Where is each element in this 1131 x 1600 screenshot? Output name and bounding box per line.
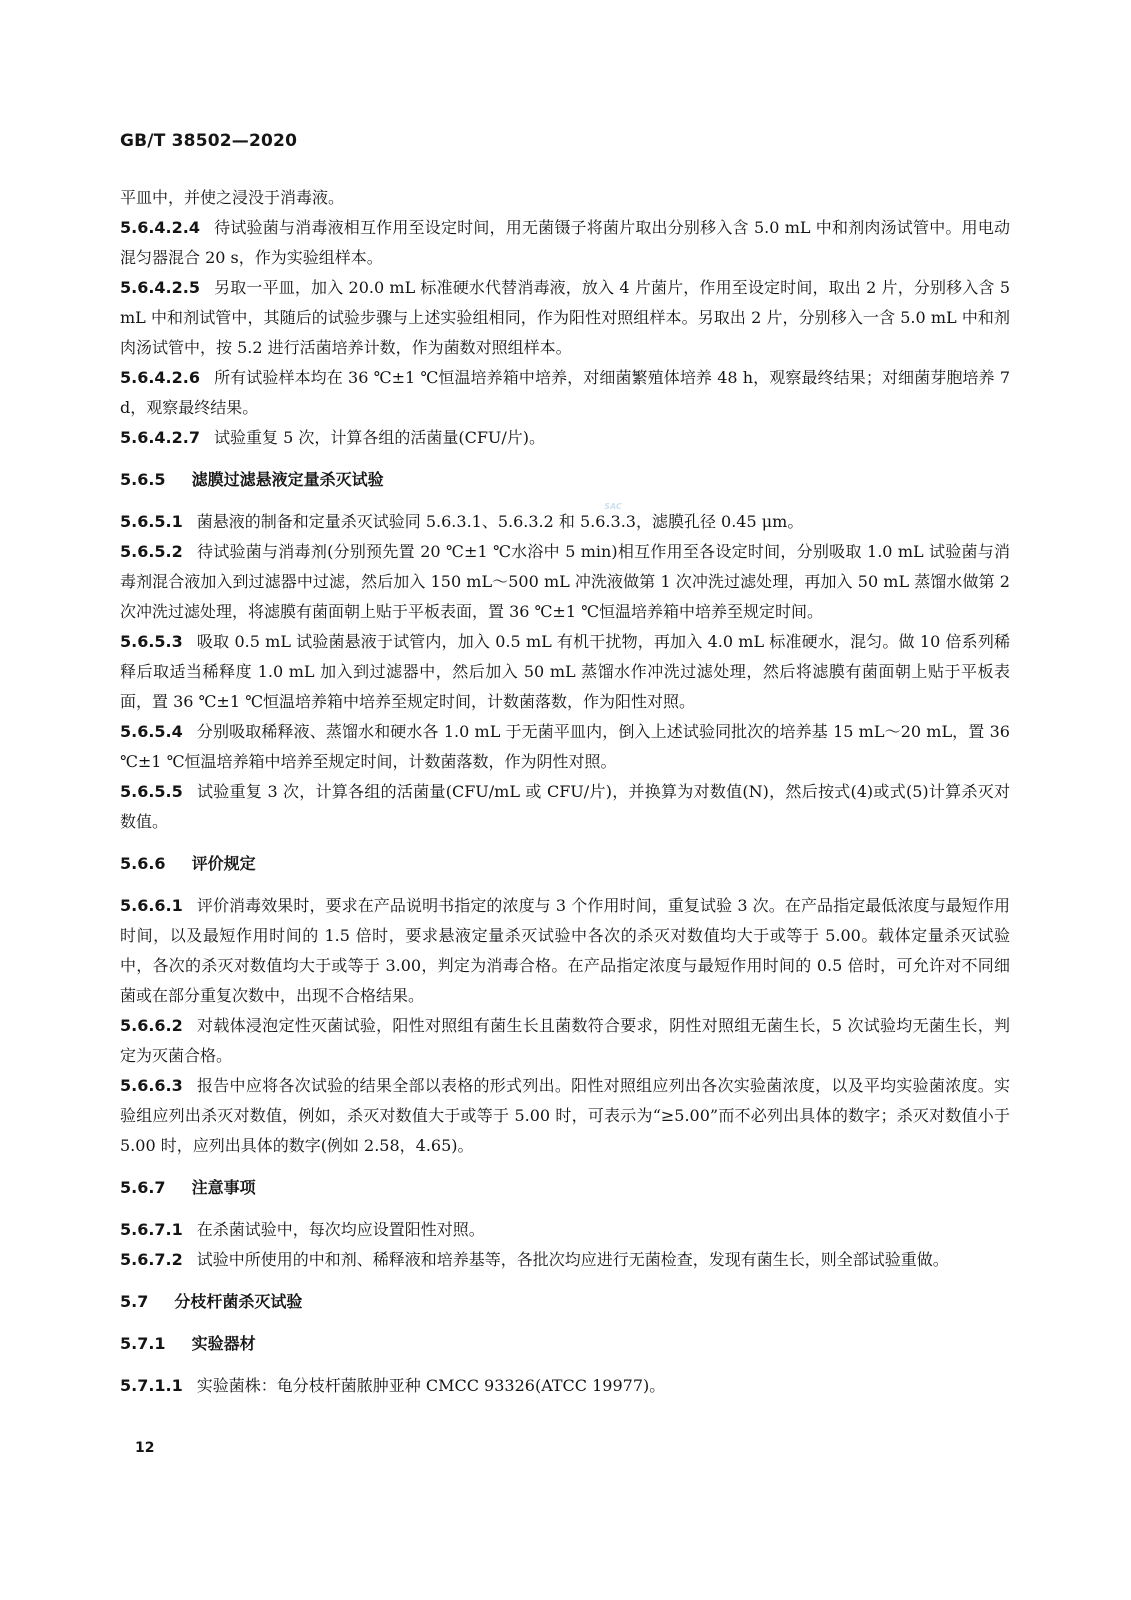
clause-number: 5.7.1.1 bbox=[120, 1376, 183, 1395]
clause-number: 5.6.7.2 bbox=[120, 1250, 183, 1269]
clause-number: 5.6.4.2.7 bbox=[120, 428, 200, 447]
clause-number: 5.6.4.2.4 bbox=[120, 218, 200, 237]
clause-5-6-5-4 bbox=[120, 717, 1010, 777]
clause-text: 对载体浸泡定性灭菌试验，阳性对照组有菌生长且菌数符合要求，阴性对照组无菌生长，5 次试验均无菌生长，判定为灭菌合格。 bbox=[120, 1016, 1010, 1065]
section-title: 实验器材 bbox=[191, 1334, 256, 1353]
clause-text: 评价消毒效果时，要求在产品说明书指定的浓度与 3 个作用时间，重复试验 3 次。在产品指定最低浓度与最短作用时间，以及最短作用时间的 1.5 倍时，要求悬液定量杀灭试验中各次的杀灭对数值均大于或等于 5.00。载体定量杀灭试验中，各次的杀灭对数值均大于或等于 3.00，判定为消毒合格。在产品指定浓度与最短作用时间的 0.5 倍时，可允许对不同细菌或在部分重复次数中，出现不合格结果。 bbox=[120, 896, 1010, 1005]
paragraph-cont bbox=[120, 183, 1010, 213]
clause-text: 试验中所使用的中和剂、稀释液和培养基等，各批次均应进行无菌检查，发现有菌生长，则全部试验重做。 bbox=[196, 1250, 949, 1269]
clause-text: 待试验菌与消毒液相互作用至设定时间，用无菌镊子将菌片取出分别移入含 5.0 mL 中和剂肉汤试管中。用电动混匀器混合 20 s，作为实验组样本。 bbox=[120, 218, 1010, 267]
clause-5-6-5-3 bbox=[120, 627, 1010, 717]
section-heading-5-7-1 bbox=[120, 1329, 1010, 1359]
clause-number: 5.6.7.1 bbox=[120, 1220, 183, 1239]
section-heading-5-6-5 bbox=[120, 465, 1010, 495]
clause-number: 5.6.6.2 bbox=[120, 1016, 183, 1035]
clause-number: 5.6.6.1 bbox=[120, 896, 183, 915]
clause-5-6-6-3 bbox=[120, 1071, 1010, 1161]
clause-text: 待试验菌与消毒剂(分别预先置 20 ℃±1 ℃水浴中 5 min)相互作用至各设定时间，分别吸取 1.0 mL 试验菌与消毒剂混合液加入到过滤器中过滤，然后加入 150 mL～500 mL 冲洗液做第 1 次冲洗过滤处理，再加入 50 mL 蒸馏水做第 2 次冲洗过滤处理，将滤膜有菌面朝上贴于平板表面，置 36 ℃±1 ℃恒温培养箱中培养至规定时间。 bbox=[120, 542, 1010, 621]
section-number: 5.6.7 bbox=[120, 1178, 166, 1197]
page-number: 12 bbox=[135, 1440, 155, 1456]
clause-text: 试验重复 3 次，计算各组的活菌量(CFU/mL 或 CFU/片)，并换算为对数值(N)，然后按式(4)或式(5)计算杀灭对数值。 bbox=[120, 782, 1010, 831]
clause-5-6-7-2 bbox=[120, 1245, 1010, 1275]
clause-5-6-6-1 bbox=[120, 891, 1010, 1011]
section-heading-5-6-7 bbox=[120, 1173, 1010, 1203]
section-number: 5.7 bbox=[120, 1292, 149, 1311]
clause-number: 5.6.6.3 bbox=[120, 1076, 183, 1095]
section-number: 5.6.5 bbox=[120, 470, 166, 489]
clause-number: 5.6.5.3 bbox=[120, 632, 183, 651]
clause-5-6-4-2-7 bbox=[120, 423, 1010, 453]
clause-text: 所有试验样本均在 36 ℃±1 ℃恒温培养箱中培养，对细菌繁殖体培养 48 h，观察最终结果；对细菌芽胞培养 7 d，观察最终结果。 bbox=[120, 368, 1010, 417]
clause-number: 5.6.4.2.6 bbox=[120, 368, 200, 387]
clause-5-6-6-2 bbox=[120, 1011, 1010, 1071]
section-title: 分枝杆菌杀灭试验 bbox=[174, 1292, 303, 1311]
clause-number: 5.6.4.2.5 bbox=[120, 278, 200, 297]
clause-text: 另取一平皿，加入 20.0 mL 标准硬水代替消毒液，放入 4 片菌片，作用至设定时间，取出 2 片，分别移入含 5 mL 中和剂试管中，其随后的试验步骤与上述实验组相同，作为阳性对照组样本。另取出 2 片，分别移入一含 5.0 mL 中和剂肉汤试管中，按 5.2 进行活菌培养计数，作为菌数对照组样本。 bbox=[120, 278, 1010, 357]
clause-text: 菌悬液的制备和定量杀灭试验同 5.6.3.1、5.6.3.2 和 5.6.3.3，滤膜孔径 0.45 μm。 bbox=[196, 512, 804, 531]
section-number: 5.6.6 bbox=[120, 854, 166, 873]
section-title: 滤膜过滤悬液定量杀灭试验 bbox=[191, 470, 384, 489]
section-heading-5-7 bbox=[120, 1287, 1010, 1317]
standard-header: GB/T 38502—2020 bbox=[120, 131, 298, 151]
clause-5-6-4-2-6 bbox=[120, 363, 1010, 423]
section-title: 评价规定 bbox=[191, 854, 256, 873]
clause-text: 实验菌株：龟分枝杆菌脓肿亚种 CMCC 93326(ATCC 19977)。 bbox=[196, 1376, 666, 1395]
sac-watermark-logo: SAC bbox=[604, 501, 622, 511]
clause-number: 5.6.5.1 bbox=[120, 512, 183, 531]
section-title: 注意事项 bbox=[191, 1178, 256, 1197]
clause-5-6-4-2-5 bbox=[120, 273, 1010, 363]
paragraph-text: 平皿中，并使之浸没于消毒液。 bbox=[120, 188, 345, 207]
clause-text: 分别吸取稀释液、蒸馏水和硬水各 1.0 mL 于无菌平皿内，倒入上述试验同批次的培养基 15 mL～20 mL，置 36 ℃±1 ℃恒温培养箱中培养至规定时间，计数菌落数，作为阴性对照。 bbox=[120, 722, 1010, 771]
section-heading-5-6-6 bbox=[120, 849, 1010, 879]
clause-text: 报告中应将各次试验的结果全部以表格的形式列出。阳性对照组应列出各次实验菌浓度，以及平均实验菌浓度。实验组应列出杀灭对数值，例如，杀灭对数值大于或等于 5.00 时，可表示为“≥5.00”而不必列出具体的数字；杀灭对数值小于 5.00 时，应列出具体的数字(例如 2.58，4.65)。 bbox=[120, 1076, 1010, 1155]
clause-5-6-5-5 bbox=[120, 777, 1010, 837]
document-body bbox=[120, 183, 1010, 1401]
clause-number: 5.6.5.2 bbox=[120, 542, 183, 561]
clause-5-6-5-1 bbox=[120, 507, 1010, 537]
clause-text: 在杀菌试验中，每次均应设置阳性对照。 bbox=[196, 1220, 485, 1239]
clause-number: 5.6.5.5 bbox=[120, 782, 183, 801]
clause-text: 吸取 0.5 mL 试验菌悬液于试管内，加入 0.5 mL 有机干扰物，再加入 4.0 mL 标准硬水，混匀。做 10 倍系列稀释后取适当稀释度 1.0 mL 加入到过滤器中，然后加入 50 mL 蒸馏水作冲洗过滤处理，然后将滤膜有菌面朝上贴于平板表面，置 36 ℃±1 ℃恒温培养箱中培养至规定时间，计数菌落数，作为阳性对照。 bbox=[120, 632, 1010, 711]
clause-5-6-4-2-4 bbox=[120, 213, 1010, 273]
clause-5-6-7-1 bbox=[120, 1215, 1010, 1245]
clause-text: 试验重复 5 次，计算各组的活菌量(CFU/片)。 bbox=[213, 428, 546, 447]
clause-number: 5.6.5.4 bbox=[120, 722, 183, 741]
section-number: 5.7.1 bbox=[120, 1334, 166, 1353]
clause-5-7-1-1 bbox=[120, 1371, 1010, 1401]
clause-5-6-5-2 bbox=[120, 537, 1010, 627]
